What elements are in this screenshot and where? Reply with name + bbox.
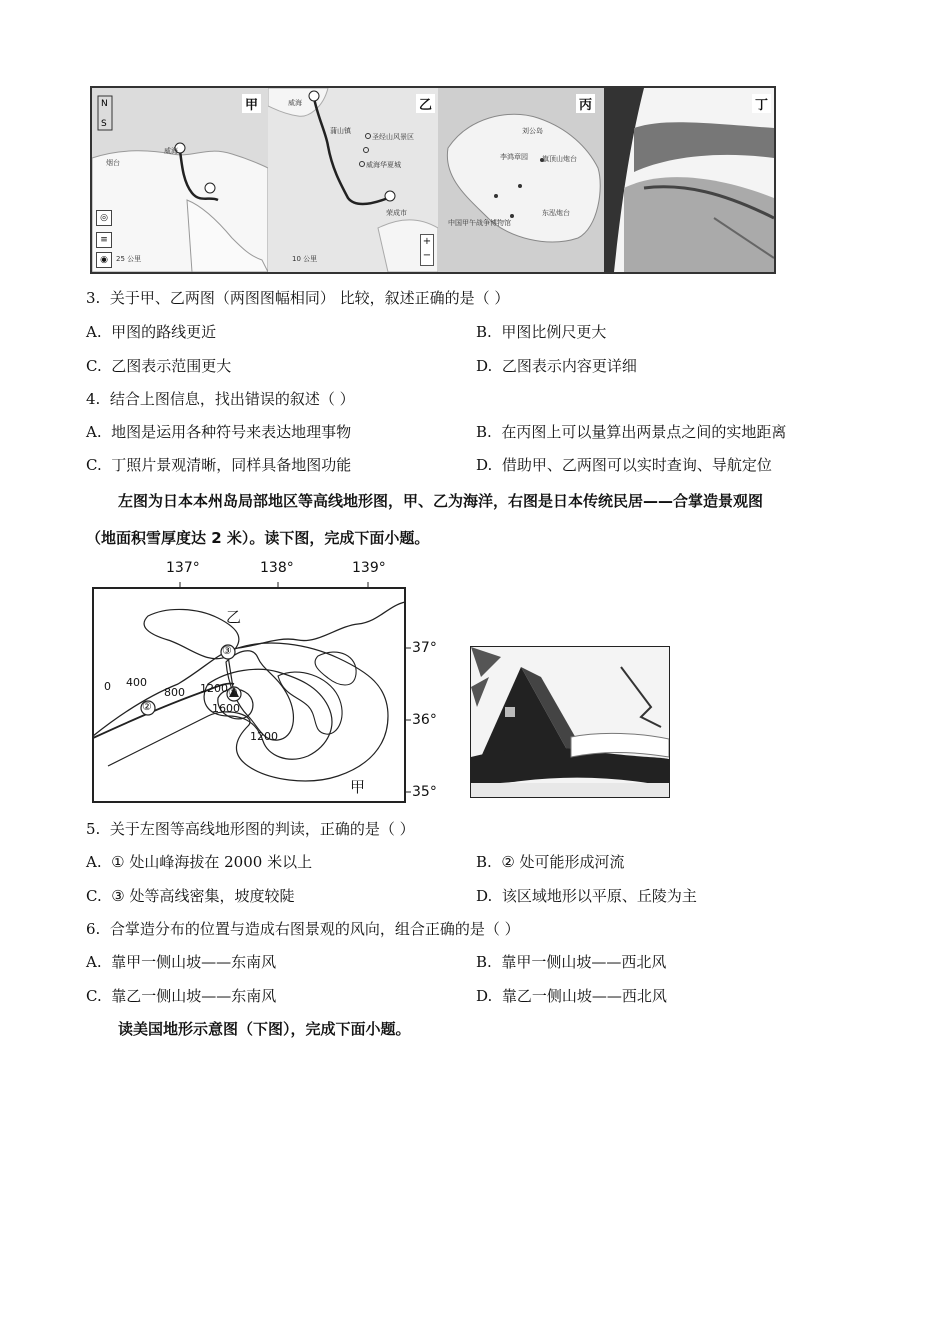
scale-yi: 10 公里 [292, 255, 318, 263]
coastal-photo [604, 88, 774, 272]
q3-option-d: D. 乙图表示内容更详细 [476, 357, 637, 375]
lon-label-138: 138° [260, 560, 294, 576]
intro-paragraph-1-line-1: 左图为日本本州岛局部地区等高线地形图，甲、乙为海洋，右图是日本传统民居——合掌造景观图 [118, 492, 764, 510]
panel-jia-map [92, 88, 268, 272]
poi-donghong: 东泓炮台 [542, 209, 570, 217]
lon-label-137: 137° [166, 560, 200, 576]
layer-icon: ≡ [96, 232, 112, 248]
q6-option-d: D. 靠乙一侧山坡——西北风 [476, 987, 667, 1005]
q5-option-b: B. ② 处可能形成河流 [476, 853, 625, 871]
panel-ding [604, 88, 774, 272]
q5-option-c: C. ③ 处等高线密集，坡度较陡 [86, 887, 295, 905]
question-text: 关于甲、乙两图（两图图幅相同） 比较，叙述正确的是（ ） [109, 289, 510, 307]
poi-qidingshan: 旗顶山炮台 [542, 155, 577, 163]
question-3-stem [86, 288, 509, 308]
panel-bing [438, 88, 605, 272]
gassho-house-photo [470, 646, 670, 798]
q6-option-c: C. 靠乙一侧山坡——东南风 [86, 987, 277, 1005]
map-panels-figure [90, 86, 776, 274]
q3-option-b: B. 甲图比例尺更大 [476, 323, 607, 341]
poi-liugongdao: 刘公岛 [522, 127, 543, 135]
panel-yi [268, 88, 439, 272]
locate-icon: ◎ [96, 210, 112, 226]
lat-label-35: 35° [412, 784, 437, 800]
sea-label-jia: 甲 [350, 778, 366, 796]
scale-jia: 25 公里 [116, 255, 142, 263]
panel-bing-map [438, 88, 604, 272]
q3-option-a: A. 甲图的路线更近 [86, 323, 217, 341]
point-label-3: ③ [222, 644, 232, 657]
poi-huaxiacheng: 威海华夏城 [366, 161, 401, 169]
lat-label-37: 37° [412, 640, 437, 656]
question-6-stem: 6. 合掌造分布的位置与造成右图景观的风向，组合正确的是（ ） [86, 920, 520, 938]
q4-option-a: A. 地图是运用各种符号来表达地理事物 [86, 423, 352, 441]
compass-icon: ◉ [96, 252, 112, 268]
svg-text:S: S [101, 119, 107, 129]
question-5-stem: 5. 关于左图等高线地形图的判读，正确的是（ ） [86, 820, 415, 838]
panel-jia-label: 甲 [242, 94, 261, 113]
place-weihai-yi: 威海 [288, 99, 302, 107]
panel-bing-label: 丙 [576, 94, 595, 113]
point-label-1: ① [228, 686, 238, 699]
q4-option-b: B. 在丙图上可以量算出两景点之间的实地距离 [476, 423, 787, 441]
place-rongcheng: 荣成市 [386, 209, 407, 217]
intro-paragraph-1-line-2: （地面积雪厚度达 2 米）。读下图，完成下面小题。 [86, 529, 430, 547]
place-weihai: 威海 [164, 147, 178, 155]
q5-option-a: A. ① 处山峰海拔在 2000 米以上 [86, 853, 313, 871]
q5-option-d: D. 该区域地形以平原、丘陵为主 [476, 887, 697, 905]
contour-label-1600: 1600 [212, 702, 240, 715]
panel-jia [92, 88, 269, 272]
contour-label-800: 800 [164, 686, 185, 699]
q6-option-a: A. 靠甲一侧山坡——东南风 [86, 953, 277, 971]
point-label-2: ② [142, 700, 152, 713]
contour-label-400: 400 [126, 676, 147, 689]
intro-paragraph-2: 读美国地形示意图（下图），完成下面小题。 [118, 1020, 411, 1038]
panel-yi-label: 乙 [416, 94, 435, 113]
sea-label-yi: 乙 [226, 608, 242, 626]
panel-ding-label: 丁 [752, 94, 771, 113]
svg-text:N: N [101, 99, 108, 109]
zoom-control-yi: + − [420, 234, 434, 266]
poi-shengjingshan: 圣经山风景区 [372, 133, 414, 141]
q4-option-c: C. 丁照片景观清晰，同样具备地图功能 [86, 456, 352, 474]
lat-label-36: 36° [412, 712, 437, 728]
poi-lihongzhang-yuan: 李鸿章园 [500, 153, 528, 161]
q6-option-b: B. 靠甲一侧山坡——西北风 [476, 953, 667, 971]
lon-label-139: 139° [352, 560, 386, 576]
q3-option-c: C. 乙图表示范围更大 [86, 357, 232, 375]
question-number: 3. [86, 289, 101, 307]
contour-label-1200-north: 1200 [200, 682, 228, 695]
gassho-house-image [471, 647, 669, 797]
panel-yi-map [268, 88, 438, 272]
contour-map-figure [88, 560, 438, 806]
place-yantai: 烟台 [106, 159, 120, 167]
contour-label-1200-south: 1200 [250, 730, 278, 743]
poi-museum: 中国甲午战争博物馆 [448, 219, 511, 227]
contour-label-0: 0 [104, 680, 111, 693]
question-4-stem: 4. 结合上图信息，找出错误的叙述（ ） [86, 390, 355, 408]
q4-option-d: D. 借助甲、乙两图可以实时查询、导航定位 [476, 456, 772, 474]
place-pushan: 蒲山镇 [330, 127, 351, 135]
